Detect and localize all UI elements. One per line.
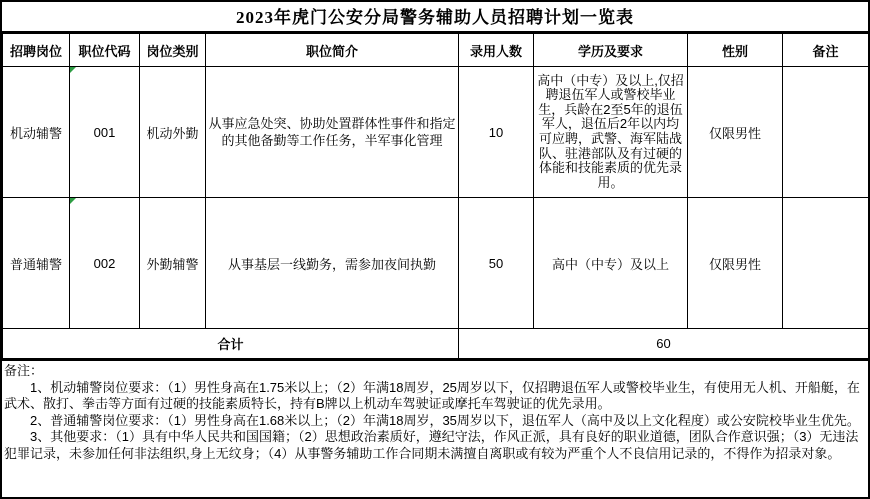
cell-category: 机动外勤 [140, 67, 206, 198]
cell-code-value: 001 [93, 124, 116, 140]
document-title: 2023年虎门公安分局警务辅助人员招聘计划一览表 [2, 2, 868, 33]
cell-remark [783, 67, 869, 198]
cell-remark [783, 198, 869, 329]
column-header-category: 岗位类别 [140, 34, 206, 67]
cell-count: 10 [459, 67, 534, 198]
cell-position: 普通辅警 [3, 198, 70, 329]
cell-gender: 仅限男性 [688, 198, 783, 329]
excel-flag-icon [70, 198, 76, 204]
table-row [3, 198, 869, 329]
cell-code [70, 67, 140, 198]
note-item: 1、机动辅警岗位要求：（1）男性身高在1.75米以上；（2）年满18周岁，25周岁以下，仅招聘退伍军人或警校毕业生，有使用无人机、开船艇，在武术、散打、拳击等方面有过硬的技能素质特长，持有B牌以上机动车驾驶证或摩托车驾驶证的优先录用。 [4, 379, 860, 412]
table-header-row [3, 34, 869, 67]
excel-flag-icon [70, 67, 76, 73]
note-item: 2、普通辅警岗位要求：（1）男性身高在1.68米以上；（2）年满18周岁，35周岁以下，退伍军人（高中及以上文化程度）或公安院校毕业生优先。 [30, 412, 860, 428]
table-row [3, 67, 869, 198]
note-item: 3、其他要求：（1）具有中华人民共和国国籍；（2）思想政治素质好，遵纪守法，作风正派，具有良好的职业道德，团队合作意识强；（3）无违法犯罪记录，未参加任何非法组织,身上无纹身；（4）从事警务辅助工作合同期未满擅自离职或有较为严重个人不良信用记录的，不得作为招录对象。 [4, 429, 859, 461]
column-header-requirements: 学历及要求 [534, 34, 688, 67]
column-header-count: 录用人数 [459, 34, 534, 67]
column-header-gender: 性别 [688, 34, 783, 67]
total-row [3, 329, 869, 360]
column-header-code: 职位代码 [70, 34, 140, 67]
notes-label: 备注： [4, 363, 44, 378]
cell-description: 从事应急处突、协助处置群体性事件和指定的其他备勤等工作任务，半军事化管理 [206, 67, 459, 198]
column-header-remark: 备注 [783, 34, 869, 67]
cell-requirements: 高中（中专）及以上,仅招聘退伍军人或警校毕业生，兵龄在2至5年的退伍军人，退伍后2年以内均可应聘，武警、海军陆战队、驻港部队及有过硬的体能和技能素质的优先录用。 [534, 67, 688, 198]
cell-requirements: 高中（中专）及以上 [534, 198, 688, 329]
cell-description: 从事基层一线勤务，需参加夜间执勤 [206, 198, 459, 329]
notes-section [2, 361, 868, 463]
column-header-position: 招聘岗位 [3, 34, 70, 67]
cell-position: 机动辅警 [3, 67, 70, 198]
cell-count: 50 [459, 198, 534, 329]
cell-code [70, 198, 140, 329]
cell-gender: 仅限男性 [688, 67, 783, 198]
cell-code-value: 002 [93, 255, 116, 271]
column-header-description: 职位简介 [206, 34, 459, 67]
cell-category: 外勤辅警 [140, 198, 206, 329]
recruitment-table [2, 33, 869, 361]
total-value: 60 [459, 329, 869, 360]
total-label: 合计 [3, 329, 459, 360]
